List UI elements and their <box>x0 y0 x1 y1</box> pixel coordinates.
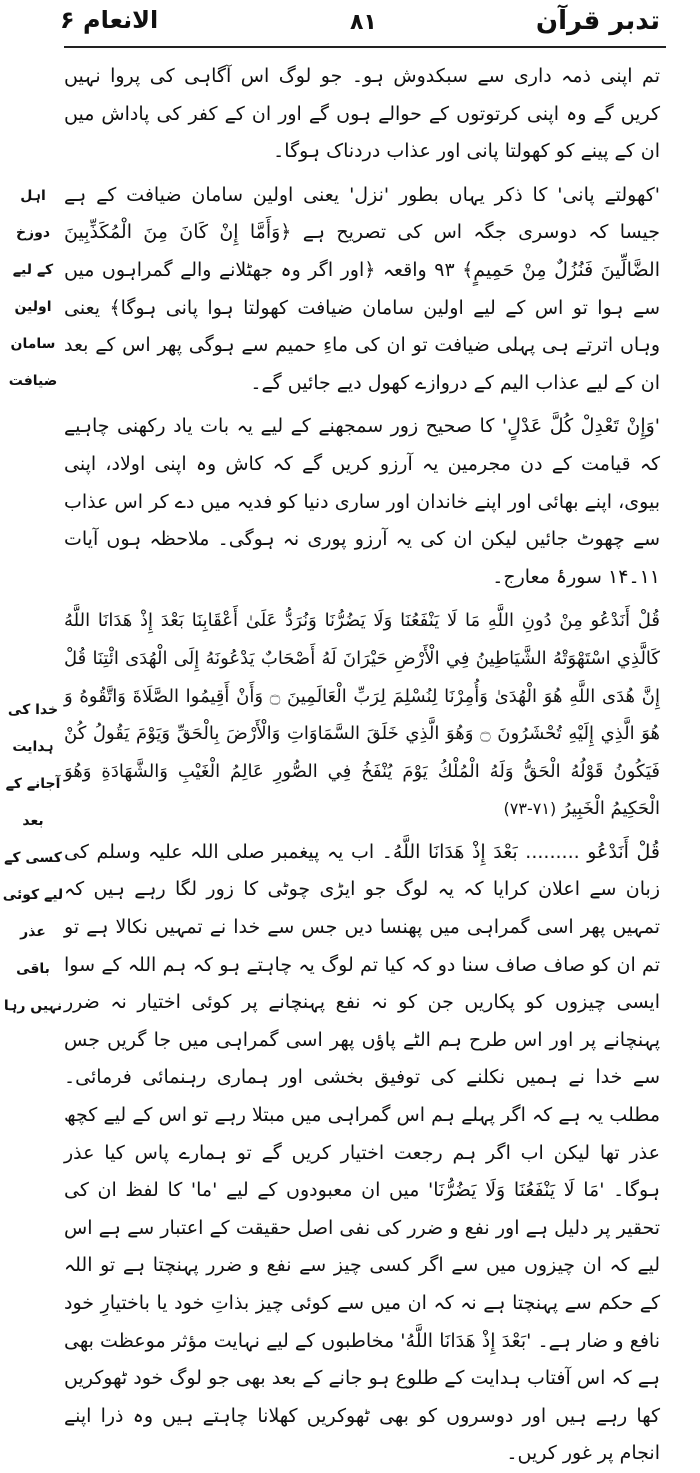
book-title: تدبر قرآن <box>535 6 660 36</box>
margin-note-line: خدا کی ہدایت <box>7 702 59 755</box>
verse-text: قَوْلُهُ الْحَقُّ وَلَهُ الْمُلْكُ يَوْمَ يُنْفَخُ فِي الصُّورِ عَالِمُ الْغَيْبِ وَالشَّهَادَةِ وَهُوَ الْحَكِيمُ الْخَبِيرُ <box>64 760 660 820</box>
verse-text: هُوَ الَّذِي إِلَيْهِ تُحْشَرُونَ ۝ وَهُوَ الَّذِي خَلَقَ السَّمَاوَاتِ وَالْأَرْضَ بِالْحَقِّ وَيَوْمَ يَقُولُ كُنْ فَيَكُونُ <box>64 723 661 782</box>
surah-title: الانعام ۶ <box>60 6 159 34</box>
paragraph: 'وَإِنْ تَعْدِلْ كُلَّ عَدْلٍ' کا صحیح زور سمجھنے کے لیے یہ بات یاد رکھنی چاہیے کہ قیامت کے دن مجرمین یہ آرزو کریں گے کہ کاش وہ اپنی اولاد، اپنی بیوی، اپنے بھائی اور اپنے خاندان اور ساری دنیا کو فدیہ میں دے کر اس عذاب سے چھوٹ جائیں لیکن ان کی یہ آرزو پوری نہ ہوگی۔ ملاحظہ ہوں آیات ۱۱۔۱۴ سورۂ معارج۔ <box>64 415 660 588</box>
verse-text: قُلْ أَنَدْعُو مِنْ دُونِ اللَّهِ مَا لَا يَنْفَعُنَا وَلَا يَضُرُّنَا وَنُرَدُّ عَلَىٰ أَعْقَابِنَا بَعْدَ إِذْ هَدَانَا اللَّهُ <box>64 610 660 632</box>
quran-verses <box>64 602 660 828</box>
margin-note-line: کے لیے اولین <box>12 262 54 315</box>
margin-note-line: آجانے کے <box>5 776 61 792</box>
paragraph: تم اپنی ذمہ داری سے سبکدوش ہو۔ جو لوگ اس آگاہی کی پروا نہیں کریں گے وہ اپنی کرتوتوں کے حوالے ہوں گے اور ان کے کفر کی پاداش میں ان کے پینے کو کھولتا پانی اور عذاب دردناک ہوگا۔ <box>64 65 660 163</box>
margin-note-hell-hospitality <box>2 178 64 400</box>
margin-note-line: بعد کسی کے <box>4 813 62 866</box>
verse-reference: (۷۱-۷۳) <box>503 799 557 819</box>
commentary-paragraph: قُلْ أَنَدْعُو ......... بَعْدَ إِذْ هَدَانَا اللَّهُ۔ اب یہ پیغمبر صلی اللہ علیہ وسلم کی زبان سے اعلان کرایا کہ یہ لوگ جو ایڑی چوٹی کا زور لگا رہے ہیں کہ تمہیں پھر اسی گمراہی میں پھنسا دیں جس سے خدا نے تمہیں نکالا ہے تو تم ان کو صاف صاف سنا دو کہ کیا تم لوگ یہ چاہتے ہو کہ ہم اللہ کے سوا ایسی چیزوں کو پکاریں جن کو نہ نفع پہنچانے پر کوئی اختیار نہ ضرر پہنچانے پر اور اس طرح ہم الٹے پاؤں پھر اسی گمراہی میں جا گریں جس سے خدا نے ہمیں نکلنے کی توفیق بخشی اور ہماری رہنمائی فرمائی۔ مطلب یہ ہے کہ اگر پہلے ہم اس گمراہی میں مبتلا رہے تو اس کے لیے کچھ عذر تھا لیکن اب اگر ہم رجعت اختیار کریں گے تو ہمارے پاس کیا عذر ہوگا۔ 'مَا لَا يَنْفَعُنَا وَلَا يَضُرُّنَا' میں ان معبودوں کے لیے 'ما' کا لفظ ان کی تحقیر پر دلیل ہے اور نفع و ضرر کی نفی اصل حقیقت کے اعتبار سے ہے اس لیے کہ ان چیزوں میں سے اگر کسی چیز سے نفع و ضرر پہنچتا ہے تو اللہ کے حکم سے پہنچتا ہے نہ کہ ان میں سے کوئی چیز بذاتِ خود یا باختیارِ خود نافع و ضار ہے۔ 'بَعْدَ إِذْ هَدَانَا اللَّهُ' مخاطبوں کے لیے نہایت مؤثر موعظت بھی ہے کہ اس آفتاب ہدایت کے طلوع ہو جانے کے بعد بھی جو لوگ خود ٹھوکریں کھا رہے ہیں اور دوسروں کو بھی ٹھوکریں کھلانا چاہتے ہیں وہ ذرا اپنے انجام پر غور کریں۔ <box>64 840 660 1465</box>
page-header <box>60 6 660 48</box>
margin-note-no-excuse <box>2 692 64 1025</box>
header-rule <box>64 46 666 48</box>
margin-note-line: سامان ضیافت <box>8 336 58 389</box>
page-number: ۸۱ <box>350 10 377 35</box>
verse-text: كَالَّذِي اسْتَهْوَتْهُ الشَّيَاطِينُ فِي الْأَرْضِ حَيْرَانَ لَهُ أَصْحَابٌ يَدْعُونَهُ إِلَى الْهُدَى ائْتِنَا <box>92 647 660 669</box>
paragraph: 'کھولتے پانی' کا ذکر یہاں بطور 'نزل' یعنی اولین سامان ضیافت کے ہے جیسا کہ دوسری جگہ اس کی تصریح ہے ﴿وَأَمَّا إِنْ كَانَ مِنَ الْمُكَذِّبِينَ الضَّالِّينَ فَنُزُلٌ مِنْ حَمِيمٍ﴾ ۹۳ واقعہ ﴿اور اگر وہ جھٹلانے والے گمراہوں میں سے ہوا تو اس کے لیے اولین سامان ضیافت کھولتا ہوا پانی ہوگا﴾ یعنی وہاں اترتے ہی پہلی ضیافت تو ان کی ماءِ حمیم سے ہوگی پھر اس کے بعد ان کے لیے عذاب الیم کے دروازے کھول دیے جائیں گے۔ <box>64 183 660 394</box>
margin-note-line: باقی نہیں رہا <box>3 961 63 1014</box>
verse-text: قُلْ إِنَّ هُدَى اللَّهِ هُوَ الْهُدَىٰ وَأُمِرْنَا لِنُسْلِمَ لِرَبِّ الْعَالَمِينَ ۝ وَأَنْ أَقِيمُوا الصَّلَاةَ وَاتَّقُوهُ وَ <box>64 647 660 707</box>
main-text <box>64 58 661 1465</box>
margin-note-line: اہل دوزخ <box>15 188 51 241</box>
margin-note-line: لیے کوئی عذر <box>2 887 64 940</box>
